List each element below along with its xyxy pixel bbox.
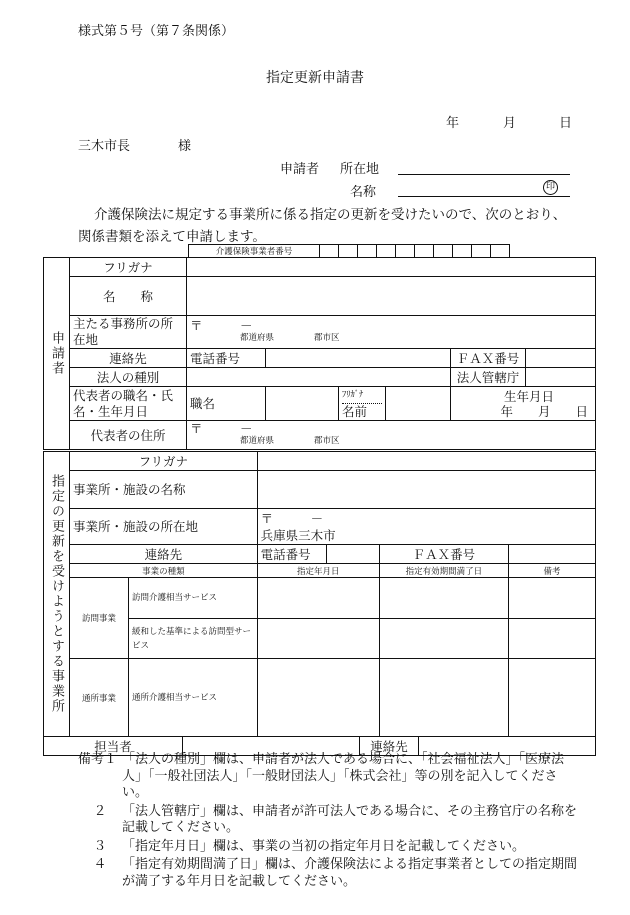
note-text: 「法人管轄庁」欄は、申請者が許可法人である場合に、その主務官庁の名称を記載してください。: [122, 803, 578, 835]
birth-date-field[interactable]: 年 月 日: [500, 403, 588, 419]
person-label: 担当者: [44, 737, 183, 756]
day-service-expiry[interactable]: [379, 659, 508, 737]
visit-service1-date[interactable]: [257, 578, 379, 619]
authority-field[interactable]: [526, 368, 596, 387]
authority-label: 法人管轄庁: [451, 368, 526, 387]
seal-mark: 印: [543, 180, 558, 195]
note-text: 「指定有効期間満了日」欄は、介護保険法による指定事業者としての指定期間が満了する年月日を記載してください。: [122, 857, 578, 889]
business-number-digit[interactable]: [339, 245, 358, 258]
note-text: 「法人の種別」欄は、申請者が法人である場合に、「社会福祉法人」「医療法人」「一般社団法人」「一般財団法人」「株式会社」等の別を記入してください。: [122, 752, 565, 800]
rep-title-label: 職名: [187, 387, 266, 421]
rep-furigana-label: ﾌﾘｶﾞﾅ: [342, 388, 382, 404]
addressee-name: 三木市長: [78, 139, 131, 154]
rep-name-field[interactable]: [386, 387, 451, 421]
prefecture-label: 都道府県: [240, 333, 275, 343]
office-address-label: 主たる事務所の所在地: [70, 316, 187, 349]
visit-service2-remarks[interactable]: [509, 619, 596, 659]
business-number-digit[interactable]: [472, 245, 491, 258]
visit-service2-label: 緩和した基準による訪問型サービス: [129, 619, 258, 659]
applicant-table: [43, 257, 596, 450]
name-field[interactable]: [187, 277, 596, 316]
note-number: ３: [93, 838, 107, 854]
note-number: 備考１: [78, 752, 118, 767]
notes: [78, 752, 583, 890]
date-year-label: 年: [446, 116, 460, 131]
office-address-field[interactable]: [187, 316, 596, 349]
facility-address-field[interactable]: [257, 509, 595, 545]
city-label: 郡市区: [314, 333, 340, 343]
note-item: [78, 804, 583, 837]
facility-fax-label: ＦＡＸ番号: [379, 545, 508, 564]
postal-prefix: 〒 －: [190, 318, 253, 333]
day-service-remarks[interactable]: [509, 659, 596, 737]
facility-furigana-field[interactable]: [257, 452, 595, 471]
day-service-date[interactable]: [257, 659, 379, 737]
facility-fax-field[interactable]: [509, 545, 596, 564]
furigana-field[interactable]: [187, 258, 596, 277]
facility-phone-field[interactable]: [326, 545, 379, 564]
visit-service1-expiry[interactable]: [379, 578, 508, 619]
facility-furigana-label: フリガナ: [70, 452, 258, 471]
phone-label: 電話番号: [187, 349, 266, 368]
rep-address-label: 代表者の住所: [70, 421, 187, 450]
facility-phone-label: 電話番号: [257, 545, 326, 564]
facility-contact-label: 連絡先: [70, 545, 258, 564]
business-number-digit[interactable]: [358, 245, 377, 258]
business-number-digit[interactable]: [491, 245, 510, 258]
form-number: 様式第５号（第７条関係）: [78, 24, 235, 39]
facility-side-label: 指定の更新を受けようとする事業所: [44, 452, 70, 737]
business-number-digit[interactable]: [320, 245, 339, 258]
day-business-label: 通所事業: [70, 659, 129, 737]
rep-info-label: 代表者の職名・氏名・生年月日: [70, 387, 187, 421]
visit-service1-label: 訪問介護相当サービス: [129, 578, 258, 619]
facility-table: [43, 451, 596, 737]
footer-contact-label: 連絡先: [360, 737, 419, 756]
note-item: [78, 857, 583, 890]
business-number-digit[interactable]: [377, 245, 396, 258]
header-designation-date: 指定年月日: [257, 564, 379, 578]
intro-paragraph: 介護保険法に規定する事業所に係る指定の更新を受けたいので、次のとおり、関係書類を添えて申請します。: [78, 207, 567, 245]
business-number-label: 介護保険事業者番号: [189, 245, 320, 258]
addressee-honorific: 様: [178, 139, 192, 154]
facility-name-field[interactable]: [257, 471, 595, 509]
business-number-table: [188, 244, 510, 258]
note-item: [78, 839, 583, 856]
birth-label: 生年月日: [504, 388, 555, 404]
facility-address-value: 兵庫県三木市: [260, 527, 336, 543]
applicant-name-label: 名称: [350, 185, 377, 200]
applicant-address-label: 所在地: [340, 162, 380, 177]
rep-postal-prefix: 〒 －: [190, 421, 253, 436]
note-number: ２: [93, 803, 107, 819]
header-business-type: 事業の種類: [70, 564, 258, 578]
facility-name-label: 事業所・施設の名称: [70, 471, 258, 509]
business-number-digit[interactable]: [415, 245, 434, 258]
day-service-label: 通所介護相当サービス: [129, 659, 258, 737]
applicant-side-label: 申請者: [44, 258, 70, 450]
applicant-label: 申請者: [280, 162, 320, 177]
rep-address-field[interactable]: [187, 421, 596, 450]
rep-title-field[interactable]: [266, 387, 339, 421]
rep-name-label: 名前: [342, 404, 368, 419]
corp-type-label: 法人の種別: [70, 368, 187, 387]
note-text: 「指定年月日」欄は、事業の当初の指定年月日を記載してください。: [122, 838, 526, 854]
note-item: [78, 752, 583, 802]
header-expiry-date: 指定有効期間満了日: [379, 564, 508, 578]
visit-service1-remarks[interactable]: [509, 578, 596, 619]
date-month-label: 月: [503, 116, 517, 131]
name-label: 名 称: [70, 277, 187, 316]
visit-business-label: 訪問事業: [70, 578, 129, 659]
applicant-name-line[interactable]: [398, 196, 570, 197]
fax-field[interactable]: [526, 349, 596, 368]
visit-service2-expiry[interactable]: [379, 619, 508, 659]
furigana-label: フリガナ: [70, 258, 187, 277]
visit-service2-date[interactable]: [257, 619, 379, 659]
facility-address-label: 事業所・施設の所在地: [70, 509, 258, 545]
rep-prefecture-label: 都道府県: [240, 436, 275, 446]
business-number-digit[interactable]: [396, 245, 415, 258]
date-day-label: 日: [559, 116, 573, 131]
note-number: ４: [93, 857, 107, 872]
corp-type-field[interactable]: [187, 368, 451, 387]
fax-label: ＦＡＸ番号: [451, 349, 526, 368]
business-number-digit[interactable]: [453, 245, 472, 258]
header-remarks: 備考: [509, 564, 596, 578]
document-title: 指定更新申請書: [266, 70, 364, 86]
contact-label: 連絡先: [70, 349, 187, 368]
business-number-digit[interactable]: [434, 245, 453, 258]
rep-city-label: 郡市区: [314, 436, 340, 446]
phone-field[interactable]: [266, 349, 451, 368]
applicant-address-line[interactable]: [398, 174, 570, 175]
facility-postal-prefix: 〒 －: [260, 510, 324, 526]
